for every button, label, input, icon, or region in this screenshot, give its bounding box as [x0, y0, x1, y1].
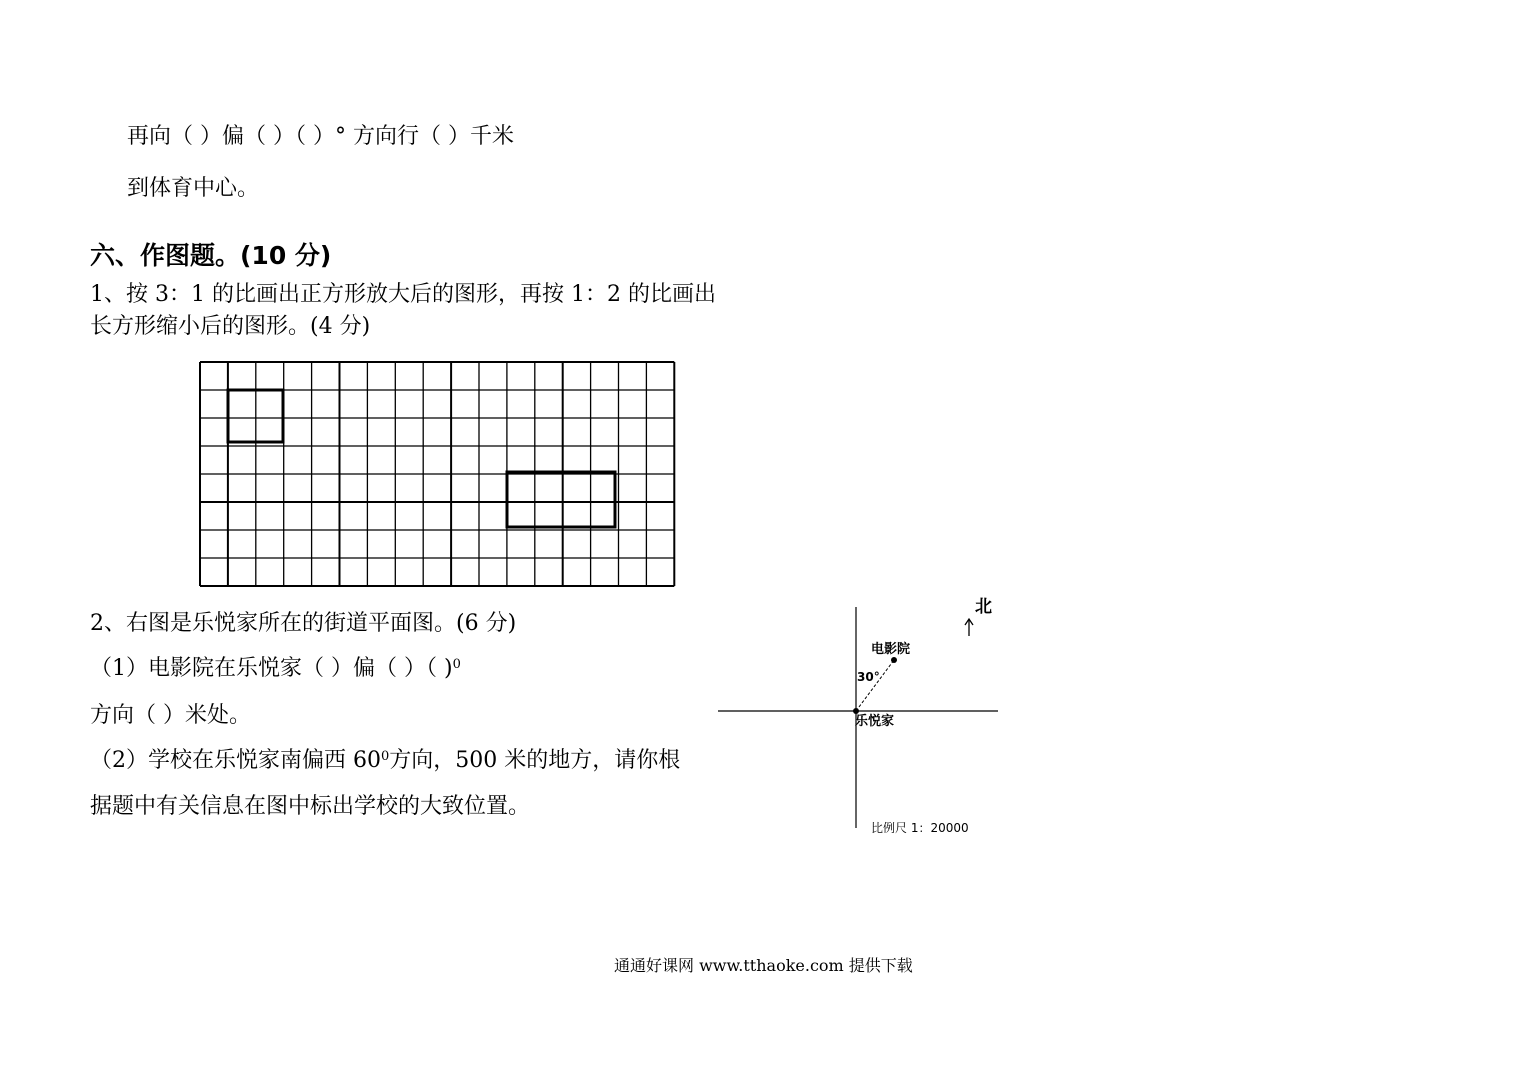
question-1-text: 1、按 3：1 的比画出正方形放大后的图形，再按 1：2 的比画出 [90, 282, 716, 307]
scale-label: 比例尺 1：20000 [871, 821, 969, 835]
footer-credit: 通通好课网 www.tthaoke.com 提供下载 [614, 956, 913, 975]
cinema-label: 电影院 [871, 642, 911, 657]
question-2-sub2-cont: 据题中有关信息在图中标出学校的大致位置。 [90, 794, 531, 819]
square-grid [200, 362, 674, 586]
question-2-sub1-cont: 方向（ ）米处。 [90, 703, 251, 728]
rectangle [507, 472, 615, 527]
question-2-sub2 [90, 748, 680, 774]
cinema-direction-line [856, 660, 894, 711]
question-2-sub2-text-b: 方向，500 米的地方，请你根 [389, 748, 681, 773]
question-2-sub1 [90, 656, 461, 682]
question-2-sub2-text: （2）学校在乐悦家南偏西 60 [90, 748, 381, 773]
question-2-sub1-text: （1）电影院在乐悦家（ ）偏（ ）（ ) [90, 656, 453, 681]
section-title: 六、作图题。(10 分) [90, 241, 332, 270]
degree-mark: 0 [452, 657, 461, 672]
question-1-text-cont: 长方形缩小后的图形。(4 分) [90, 314, 371, 339]
question-line-direction: 再向（ ）偏（ ）（ ）° 方向行（ ）千米 [127, 124, 514, 149]
home-label: 乐悦家 [855, 714, 895, 729]
degree-mark: 0 [381, 749, 390, 764]
north-label: 北 [975, 597, 992, 617]
angle-label: 30° [857, 670, 880, 684]
question-2-text: 2、右图是乐悦家所在的街道平面图。(6 分) [90, 611, 517, 636]
question-line-destination: 到体育中心。 [127, 176, 260, 201]
